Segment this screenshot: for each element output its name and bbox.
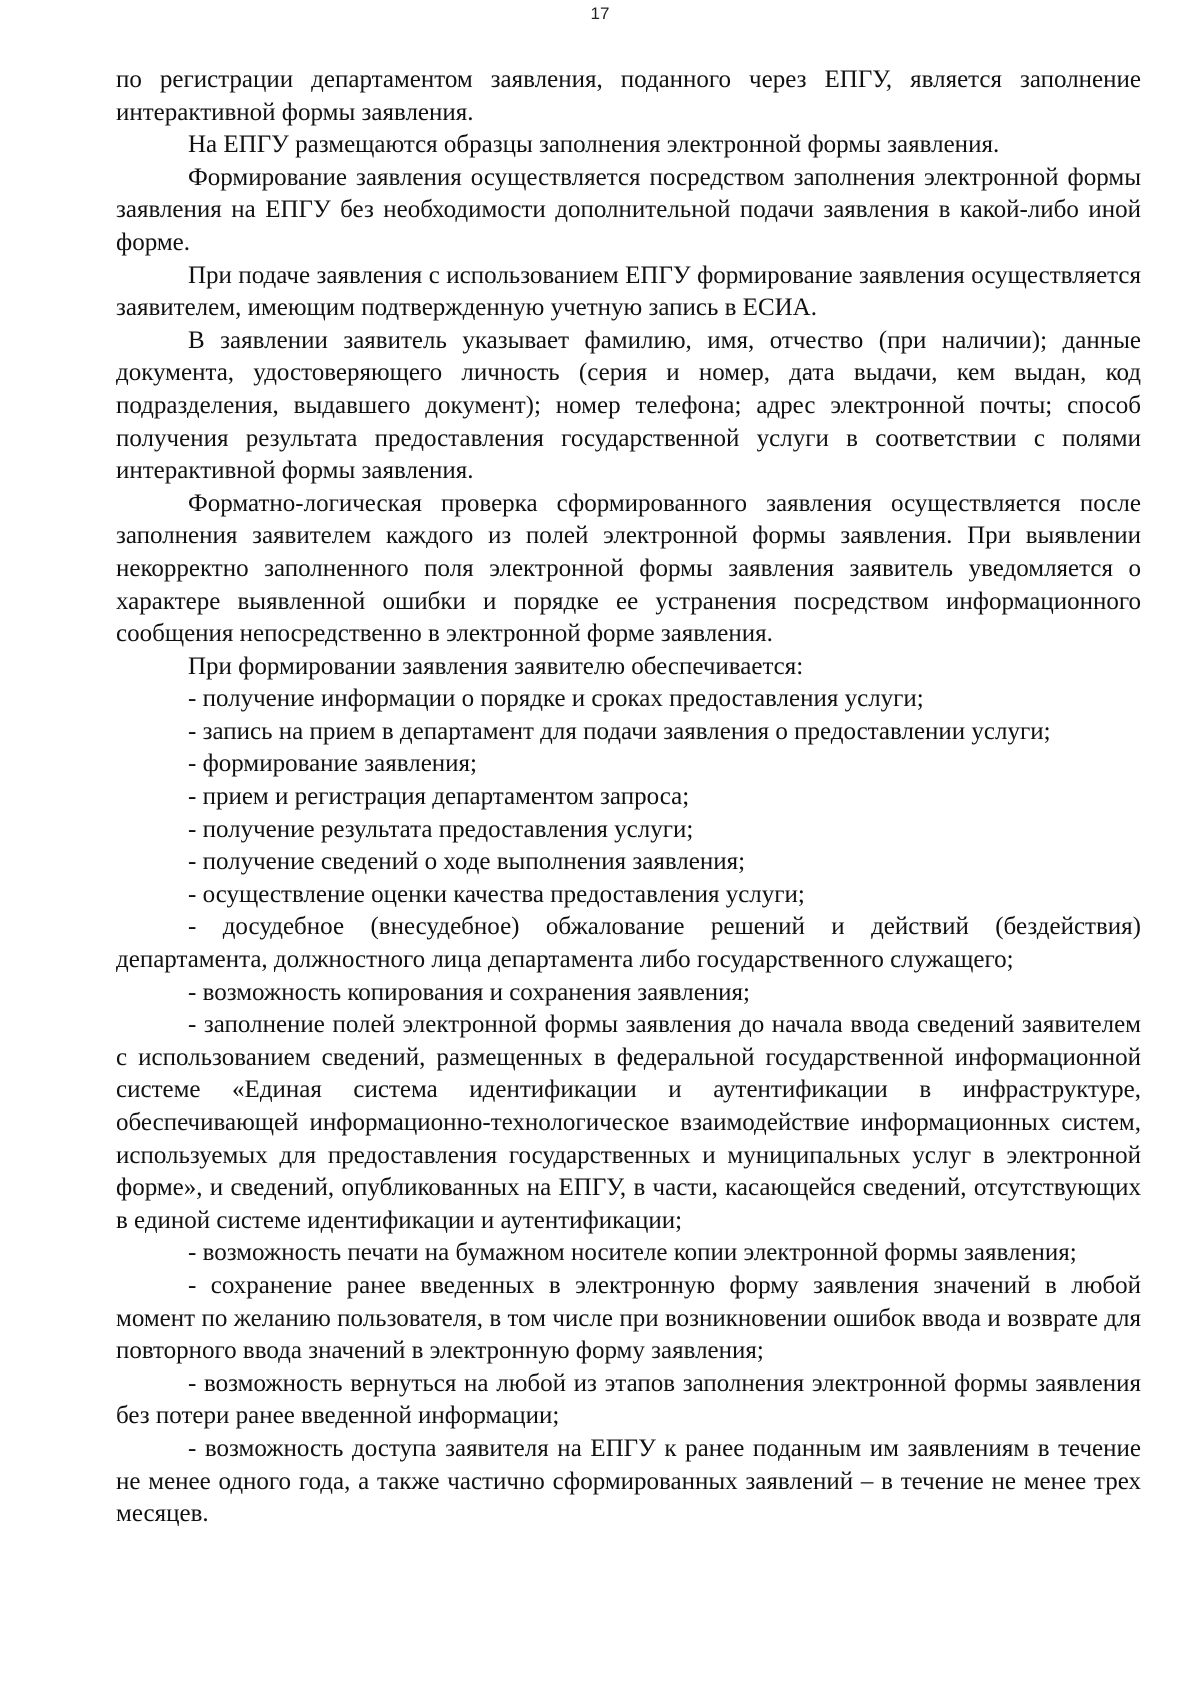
- list-item: - сохранение ранее введенных в электронную форму заявления значений в любой момент по желанию пользователя, в том числе при возникновении ошибок ввода и возврате для повторного ввода значений в электронную форму заявления;: [116, 1271, 1141, 1365]
- paragraph-validation: Форматно-логическая проверка сформированного заявления осуществляется после заполнения заявителем каждого из полей электронной формы заявления. При выявлении некорректно заполненного поля электронной формы заявления заявитель уведомляется о характере выявленной ошибки и порядке ее устранения посредством информационного сообщения непосредственно в электронной форме заявления.: [116, 489, 1141, 648]
- paragraph-provided-list-intro: При формировании заявления заявителю обеспечивается:: [188, 652, 804, 680]
- list-item: - формирование заявления;: [188, 750, 477, 778]
- list-item: - досудебное (внесудебное) обжалование решений и действий (бездействия) департамента, должностного лица департамента либо государственного служащего;: [116, 913, 1141, 974]
- paragraph-continuation: по регистрации департаментом заявления, поданного через ЕПГУ, является заполнение интерактивной формы заявления.: [116, 66, 1141, 126]
- document-body: [116, 64, 1141, 1531]
- list-item: - осуществление оценки качества предоставления услуги;: [188, 880, 805, 908]
- list-item: - возможность копирования и сохранения заявления;: [188, 978, 750, 1006]
- paragraph-applicant-data: В заявлении заявитель указывает фамилию, имя, отчество (при наличии); данные документа, удостоверяющего личность (серия и номер, дата выдачи, кем выдан, код подразделения, выдавшего документ); номер телефона; адрес электронной почты; способ получения результата предоставления государственной услуги в соответствии с полями интерактивной формы заявления.: [116, 326, 1141, 485]
- list-item: - возможность вернуться на любой из этапов заполнения электронной формы заявления без потери ранее введенной информации;: [116, 1369, 1141, 1430]
- list-item: - возможность печати на бумажном носителе копии электронной формы заявления;: [188, 1239, 1077, 1267]
- list-item: - прием и регистрация департаментом запроса;: [188, 783, 690, 811]
- list-item: - запись на прием в департамент для подачи заявления о предоставлении услуги;: [188, 717, 1051, 745]
- list-item: - получение результата предоставления услуги;: [188, 815, 694, 843]
- paragraph-samples: На ЕПГУ размещаются образцы заполнения электронной формы заявления.: [188, 131, 1000, 159]
- paragraph-esia: При подаче заявления с использованием ЕПГУ формирование заявления осуществляется заявителем, имеющим подтвержденную учетную запись в ЕСИА.: [116, 261, 1141, 322]
- list-item: - получение информации о порядке и сроках предоставления услуги;: [188, 685, 924, 713]
- page-number: 17: [590, 4, 610, 23]
- list-item: - возможность доступа заявителя на ЕПГУ к ранее поданным им заявлениям в течение не менее одного года, а также частично сформированных заявлений – в течение не менее трех месяцев.: [116, 1434, 1141, 1528]
- list-item: - получение сведений о ходе выполнения заявления;: [188, 848, 746, 876]
- list-item: - заполнение полей электронной формы заявления до начала ввода сведений заявителем с использованием сведений, размещенных в федеральной государственной информационной системе «Единая система идентификации и аутентификации в инфраструктуре, обеспечивающей информационно-технологическое взаимодействие информационных систем, используемых для предоставления государственных и муниципальных услуг в электронной форме», и сведений, опубликованных на ЕПГУ, в части, касающейся сведений, отсутствующих в единой системе идентификации и аутентификации;: [116, 1011, 1141, 1234]
- paragraph-forming: Формирование заявления осуществляется посредством заполнения электронной формы заявления на ЕПГУ без необходимости дополнительной подачи заявления в какой-либо иной форме.: [116, 163, 1141, 256]
